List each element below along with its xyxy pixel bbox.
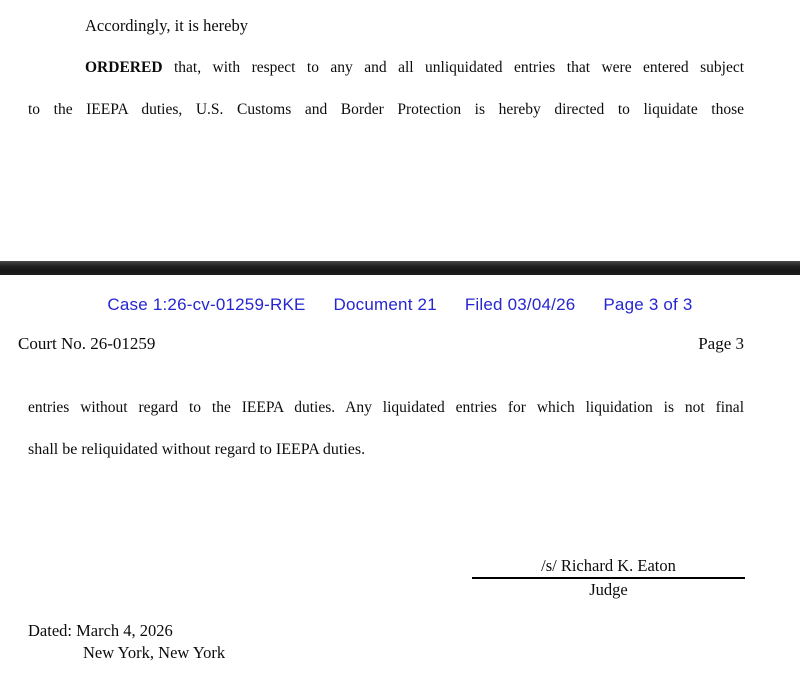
body-line-1: entries without regard to the IEEPA duties. Any liquidated entries for which liquidation is not final [28,399,744,416]
body-line-2: shall be reliquidated without regard to IEEPA duties. [28,441,366,458]
header-page-count: Page 3 of 3 [603,295,693,314]
ordered-keyword: ORDERED [85,59,163,76]
running-head [18,334,744,354]
order-paragraph-line-2-text: that, with respect to any and all unliquidated entries that were entered subject [173,59,745,76]
court-number: Court No. 26-01259 [18,334,156,353]
dated-line: Dated: March 4, 2026 [28,621,173,640]
signature-name: /s/ Richard K. Eaton [472,556,745,579]
order-paragraph-intro: Accordingly, it is hereby [85,16,248,35]
header-case-number: Case 1:26-cv-01259-RKE [107,295,306,314]
signature-title: Judge [589,580,628,599]
header-document-number: Document 21 [333,295,437,314]
page-separator-bar [0,261,800,275]
order-paragraph-line-3: to the IEEPA duties, U.S. Customs and Border Protection is hereby directed to liquidate those [28,101,744,118]
page-number: Page 3 [698,334,744,353]
header-filed-date: Filed 03/04/26 [464,295,576,314]
dated-block [28,620,225,664]
dated-location: New York, New York [83,643,226,662]
signature-block [472,556,745,600]
pacer-header [0,295,800,315]
order-paragraph-line-2 [85,57,744,79]
